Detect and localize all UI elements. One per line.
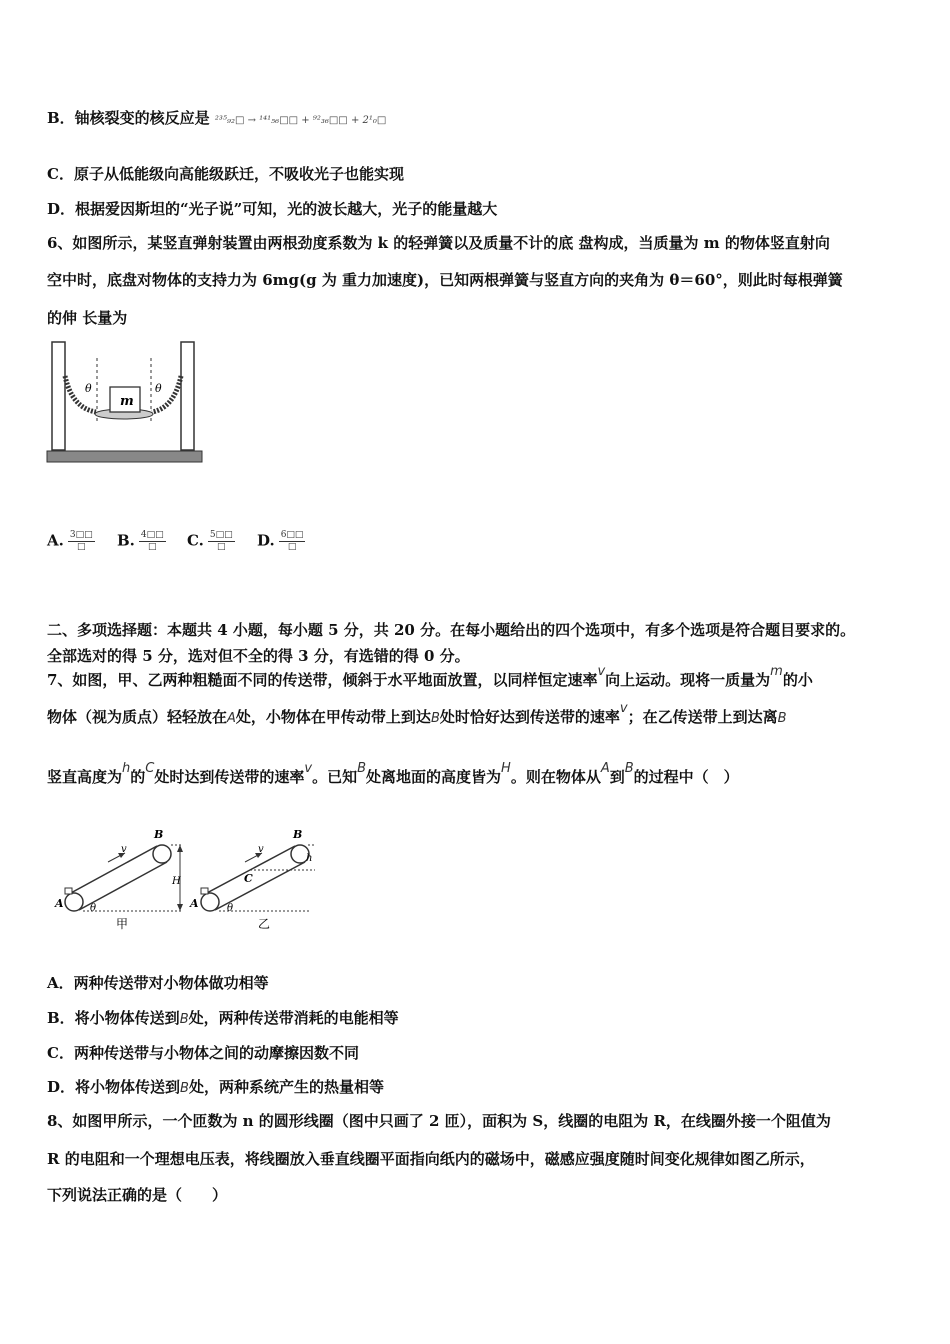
theta-jia: θ	[90, 903, 97, 914]
q6-option-a: A. $\frac{3□□}{□}$	[47, 530, 93, 552]
q7-option-d: D．将小物体传送到B处，两种系统产生的热量相等	[47, 1078, 384, 1096]
q5-option-c: C．原子从低能级向高能级跃迁，不吸收光子也能实现	[47, 165, 404, 183]
theta-right: θ	[155, 382, 162, 395]
q6-option-d: D. $\frac{6□□}{□}$	[257, 530, 304, 552]
q6-stem-line2: 空中时，底盘对物体的支持力为 6mg(g 为 重力加速度)，已知两根弹簧与竖直方向的夹角为 θ＝60°，则此时每根弹簧	[47, 271, 843, 289]
v-label-jia: v	[121, 844, 127, 855]
a-label-yi: A	[190, 897, 199, 910]
theta-yi: θ	[227, 903, 234, 914]
yi-label: 乙	[258, 917, 271, 931]
section2-heading-line1: 二、多项选择题：本题共 4 小题，每小题 5 分，共 20 分。在每小题给出的四个选项中，有多个选项是符合题目要求的。	[47, 621, 856, 639]
H-label: H	[172, 876, 181, 887]
spring-launcher-figure	[44, 338, 206, 468]
fission-equation: ²³⁵₉₂□ → ¹⁴¹₅₆□□ + ⁹²₃₆□□ + 2¹₀□	[214, 115, 387, 126]
q8-stem-line3: 下列说法正确的是（ ）	[47, 1186, 228, 1204]
h-label: h	[306, 853, 313, 864]
b-label-jia: B	[154, 828, 164, 841]
q6-option-c: C. $\frac{5□□}{□}$	[187, 530, 233, 552]
c-label-yi: C	[244, 872, 253, 885]
q7-stem-line3: 竖直高度为h的C处时达到传送带的速率v。已知B处离地面的高度皆为H。则在物体从A到B的过程中（ ）	[47, 761, 739, 786]
v-label-yi: v	[258, 844, 264, 855]
a-label-jia: A	[55, 897, 64, 910]
jia-label: 甲	[116, 917, 129, 931]
b-label-yi: B	[293, 828, 303, 841]
q7-option-c: C．两种传送带与小物体之间的动摩擦因数不同	[47, 1044, 359, 1062]
mass-label: m	[120, 394, 134, 409]
q6-stem-line3: 的伸 长量为	[47, 309, 128, 327]
q6-option-b: B. $\frac{4□□}{□}$	[117, 530, 164, 552]
q7-option-a: A．两种传送带对小物体做功相等	[47, 974, 269, 992]
q7-option-b: B．将小物体传送到B处，两种传送带消耗的电能相等	[47, 1009, 399, 1027]
q5-option-b: B．铀核裂变的核反应是 ²³⁵₉₂□ → ¹⁴¹₅₆□□ + ⁹²₃₆□□ + 2¹₀□	[47, 109, 387, 127]
q8-stem-line2: R 的电阻和一个理想电压表，将线圈放入垂直线圈平面指向纸内的磁场中，磁感应强度随时间变化规律如图乙所示，	[47, 1150, 815, 1168]
conveyor-belt-figure	[50, 822, 315, 934]
q8-stem-line1: 8、如图甲所示，一个匝数为 n 的圆形线圈（图中只画了 2 匝），面积为 S，线圈的电阻为 R，在线圈外接一个阻值为	[47, 1112, 831, 1130]
q5-option-d: D．根据爱因斯坦的“光子说”可知，光的波长越大，光子的能量越大	[47, 200, 498, 218]
q7-stem-line2: 物体（视为质点）轻轻放在A处，小物体在甲传动带上到达B处时恰好达到传送带的速率v；在乙传送带上到达离B	[47, 701, 787, 726]
q7-stem-line1: 7、如图，甲、乙两种粗糙面不同的传送带，倾斜于水平地面放置，以同样恒定速率v向上运动。现将一质量为m的小	[47, 664, 813, 689]
section2-heading-line2: 全部选对的得 5 分，选对但不全的得 3 分，有选错的得 0 分。	[47, 647, 470, 665]
theta-left: θ	[85, 382, 92, 395]
q6-stem-line1: 6、如图所示，某竖直弹射装置由两根劲度系数为 k 的轻弹簧以及质量不计的底 盘构成，当质量为 m 的物体竖直射向	[47, 234, 830, 252]
